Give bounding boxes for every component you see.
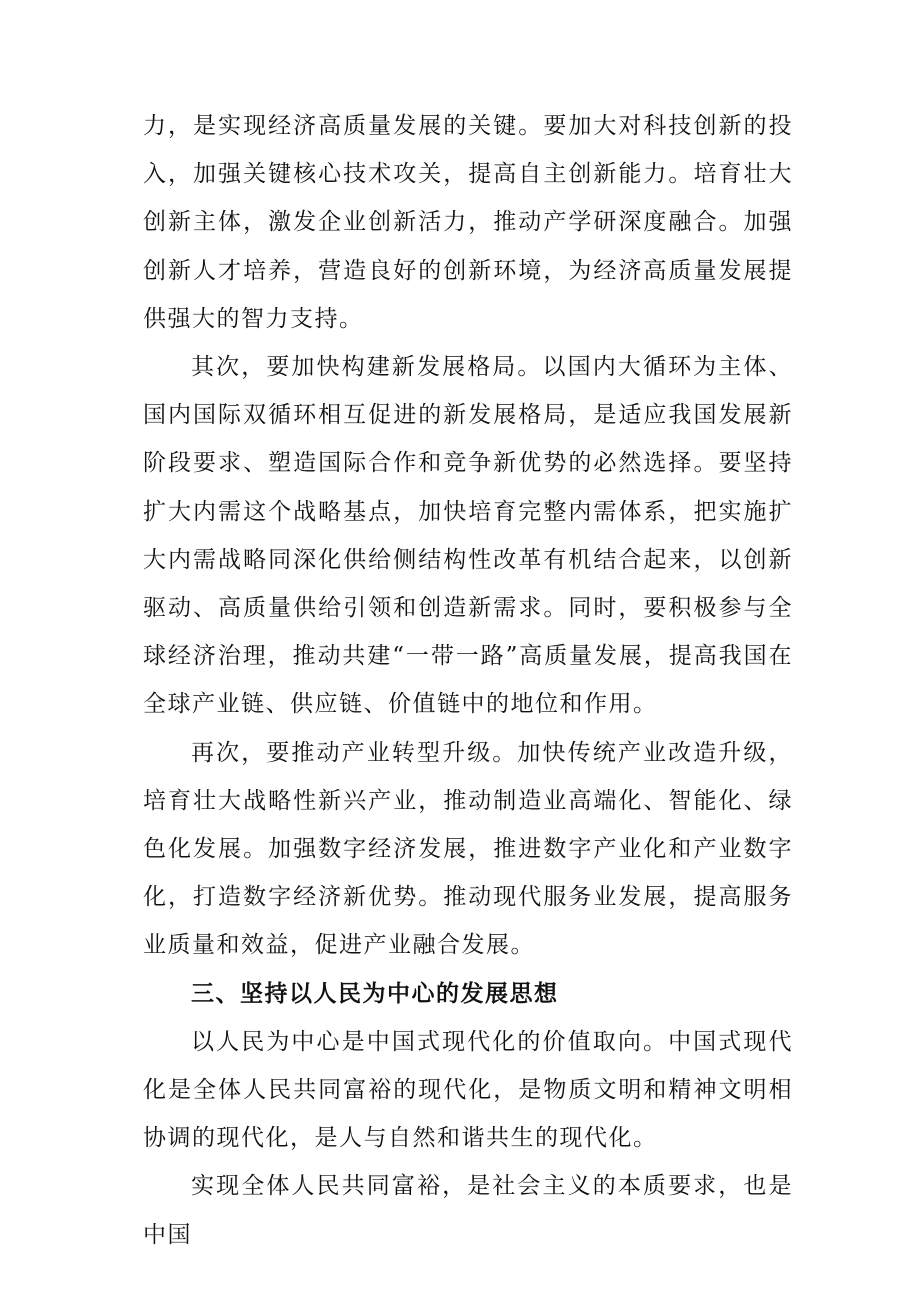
paragraph-common-prosperity: 实现全体人民共同富裕，是社会主义的本质要求，也是中国 [143, 1173, 793, 1248]
paragraph-new-development-pattern: 其次，要加快构建新发展格局。以国内大循环为主体、国内国际双循环相互促进的新发展格局，是适应我国发展新阶段要求、塑造国际合作和竞争新优势的必然选择。要坚持扩大内需这个战略基点，加快培育完整内需体系，把实施扩大内需战略同深化供给侧结构性改革有机结合起来，以创新驱动、高质量供给引领和创造新需求。同时，要积极参与全球经济治理，推动共建“一带一路”高质量发展，提高我国在全球产业链、供应链、价值链中的地位和作用。 [143, 354, 793, 718]
document-body [143, 102, 793, 1259]
section-heading: 三、坚持以人民为中心的发展思想 [191, 980, 559, 1007]
paragraph-industrial-upgrade: 再次，要推动产业转型升级。加快传统产业改造升级，培育壮大战略性新兴产业，推动制造业高端化、智能化、绿色化发展。加强数字经济发展，推进数字产业化和产业数字化，打造数字经济新优势。推动现代服务业发展，提高服务业质量和效益，促进产业融合发展。 [143, 739, 793, 959]
paragraph-people-centered: 以人民为中心是中国式现代化的价值取向。中国式现代化是全体人民共同富裕的现代化，是物质文明和精神文明相协调的现代化，是人与自然和谐共生的现代化。 [143, 1028, 793, 1152]
paragraph-continuation: 力，是实现经济高质量发展的关键。要加大对科技创新的投入，加强关键核心技术攻关，提高自主创新能力。培育壮大创新主体，激发企业创新活力，推动产学研深度融合。加强创新人才培养，营造良好的创新环境，为经济高质量发展提供强大的智力支持。 [143, 113, 793, 332]
